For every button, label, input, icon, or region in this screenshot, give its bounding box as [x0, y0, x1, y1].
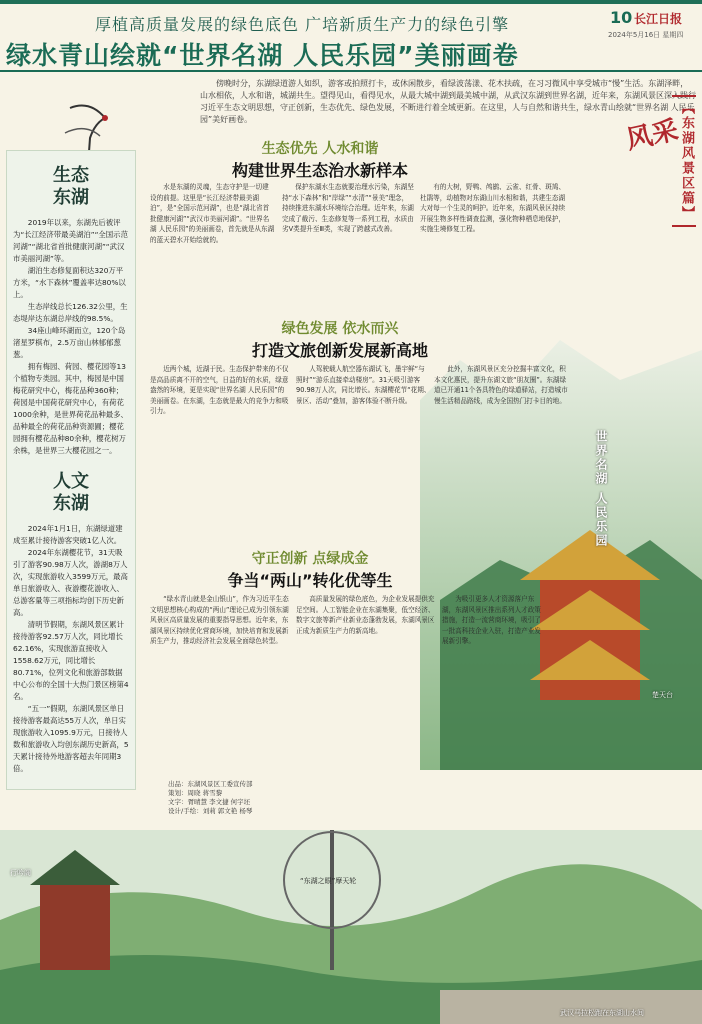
section1-col1: 水是东湖的灵魂，生态守护是一切建设的前提。这里是“长江经济带最美湖泊”，是“全国示范河湖”，也是“湖北省首批健康河湖”“武汉市美丽河湖”。“世界名湖 人民乐园”的美丽画卷，首先就是从东湖的蓝天碧水开始绘就的。 [150, 183, 275, 244]
eco-p4: 34座山峰环湖而立，120个岛渚星罗棋布，2.5万亩山林郁郁葱葱。 [13, 326, 126, 359]
section1-subtitle: 构建世界生态治水新样本 [231, 161, 408, 180]
credit-line-1: 出品：东湖风景区工委宣传部 [168, 780, 253, 788]
cul-p4: “五一”假期，东湖风景区单日接待游客最高达55万人次，单日实现旅游收入1095.9万元，日接待人数和旅游收入均创东湖历史新高，5天累计接待外地游客超去年同期3倍。 [13, 704, 129, 773]
cul-p3: 清明节假期，东湖风景区累计接待游客92.57万人次，同比增长62.16%，实现旅游直接收入1558.62万元，同比增长80.71%，位列文化和旅游部数据中心公布的全国十大热门景区榜第4名。 [13, 620, 129, 701]
header-top-line [0, 0, 702, 4]
section2-col1: 近两个城，近湖于民。生态保护带来的不仅是高品质离不开的空气，日益的好的水质，绿意盎然的环境，更是实现“世界名湖 人民乐园”的美丽画卷。在东湖，生态就是最大的竞争力和吸引力。 [150, 365, 289, 415]
section3-col3: 为吸引更多人才资源落户东湖，东湖风景区推出系列人才政策措施，打造一流营商环境，吸引了一批高科技企业入驻，打造产业发展新引擎。 [442, 595, 541, 645]
caption-chutiantai: 楚天台 [652, 691, 673, 699]
credit-line-3: 文字：胥晴慧 李文捷 何宇坯 [168, 798, 251, 806]
eco-p5: 拥有梅园、荷园、樱花园等13个植物专类园。其中，梅园是中国梅花研究中心，梅花品种360种；荷园是中国荷花研究中心，有荷花1000余种，是世界荷花品种最多、品种最全的荷花品种资源圃；樱花园拥有樱花品种80余种，樱花树万余株，是世界三大樱花园之一。 [13, 362, 128, 455]
section2-col3: 此外，东湖风景区充分挖掘丰富文化，积本文化惠民，提升东湖文旅“朋友圈”。东湖绿道已开通11个各具特色的绿道驿站，打造城市慢生活精品路线，成为全国热门打卡目的地。 [434, 365, 568, 405]
vertical-tag: 世界名湖 人民乐园 [594, 430, 608, 549]
cul-p1: 2024年1月1日，东湖绿道建成至累计接待游客突破1亿人次。 [13, 524, 123, 545]
page-headline: 绿水青山绘就“世界名湖 人民乐园”美丽画卷 [6, 41, 519, 70]
section3-col2: 高质量发展的绿色底色，为企业发展提供充足空间。人工智能企业在东湖集聚，低空经济、数字文旅等新产业新业态蓬勃发展，东湖风景区正成为新质生产力的新高地。 [296, 595, 435, 635]
credit-line-2: 策划：周晓 蒋雪黎 [168, 789, 223, 797]
section2-title: 绿色发展 依水而兴 [281, 321, 399, 337]
publication-date: 2024年5月16日 星期四 [608, 31, 684, 39]
section2-subtitle: 打造文旅创新发展新高地 [251, 341, 428, 360]
section1-title: 生态优先 人水和谐 [261, 141, 379, 157]
caption-xingyinge: 行吟阁 [10, 869, 31, 877]
series-tag: 【东湖风景区篇】 [672, 95, 696, 227]
section1-col2: 保护东湖水生态就要治理水污染，东湖坚持“水下森林”和“岸绿”“水清”“景美”理念，持续推进东湖水环境综合治理。近年来，东湖完成了截污、生态修复等一系列工程，水质由劣Ⅴ类提升至Ⅲ类，实现了跨越式改善。 [282, 183, 414, 233]
section2-col2: 人驾驶载人航空器东湖试飞，墨宇鲜“与照时”“游乐直接牵动楼房”。31天吸引游客90.98万人次，同比增长。东湖樱花节“花期、景区、活动”叠加，游客体验不断升级。 [296, 365, 431, 405]
series-seal: 风采 [623, 115, 681, 156]
section1-col3: 有的大树，野鸭、鸬鹚、云雀、红骨、斑鸠、杜鹃等，动植物对东湖山川水相和谐，共建生态湖大对每一个生灵的呵护。近年来，东湖风景区持续开展生物多样性调查监测，强化物种栖息地保护，实施生境修复工程。 [420, 183, 566, 233]
eco-p2: 湖泊生态修复面积达320万平方米，“水下森林”覆盖率达80%以上。 [13, 266, 126, 299]
page-number: 10 [610, 8, 633, 27]
kicker: 厚植高质量发展的绿色底色 广培新质生产力的绿色引擎 [95, 15, 510, 34]
credit-line-4: 设计/手绘：刘莉 郭文艳 杨琴 [168, 807, 253, 815]
bottom-illustration [0, 770, 702, 1024]
culture-title: 人文东湖 [53, 471, 89, 514]
section3-subtitle: 争当“两山”转化优等生 [227, 571, 393, 590]
cul-p2: 2024年东湖樱花节，31天吸引了游客90.98万人次，游湖8万人次，实现旅游收入3599万元，最高单日旅游收入、夜游樱花游收入、总游客量等三项指标均创下历史新高。 [13, 548, 128, 617]
intro-paragraph: 傍晚时分，东湖绿道游人如织，游客或拍照打卡，或休闲散步，看绿波荡漾、花木扶疏，在习习微风中享受城市“慢”生活。东湖泽畔，山水相依，人水和谐，城湖共生。望得见山，看得见水，从最大城中湖到最美城中湖，从武汉东湖到世界名湖，近年来，东湖风景区深入践行习近平生态文明思想，守正创新，生态优先、绿色发展，不断进行着全域更新。在这里，人与自然和谐共生，绿水青山绘就“世界名湖 人民乐园”美好画卷。 [200, 79, 696, 124]
eco-p3: 生态岸线总长126.32公里，生态堤岸达东湖总岸线的98.5%。 [13, 302, 128, 323]
eco-title: 生态东湖 [53, 165, 89, 208]
section3-title: 守正创新 点绿成金 [251, 551, 369, 567]
caption-ferris-wheel: “东湖之眼”摩天轮 [300, 877, 357, 885]
section3-col1: “绿水青山就是金山银山”，作为习近平生态文明思想核心构成的“两山”理论已成为引领东湖风景区高质量发展的重要指导思想。近年来，东湖风景区持续优化营商环境，加快培育和发展新质生产力，推动经济社会发展全面绿色转型。 [150, 595, 289, 645]
newspaper-name: 长江日报 [634, 12, 683, 26]
sidebar [6, 150, 136, 790]
eco-p1: 2019年以来，东湖先后被评为“长江经济带最美湖泊”“全国示范河湖”“湖北省首批健康河湖”“武汉市美丽河湖”等。 [13, 218, 128, 263]
header-rule [0, 70, 702, 72]
caption-marathon: 武汉马拉松跑在东湖山水间 [560, 1009, 644, 1017]
